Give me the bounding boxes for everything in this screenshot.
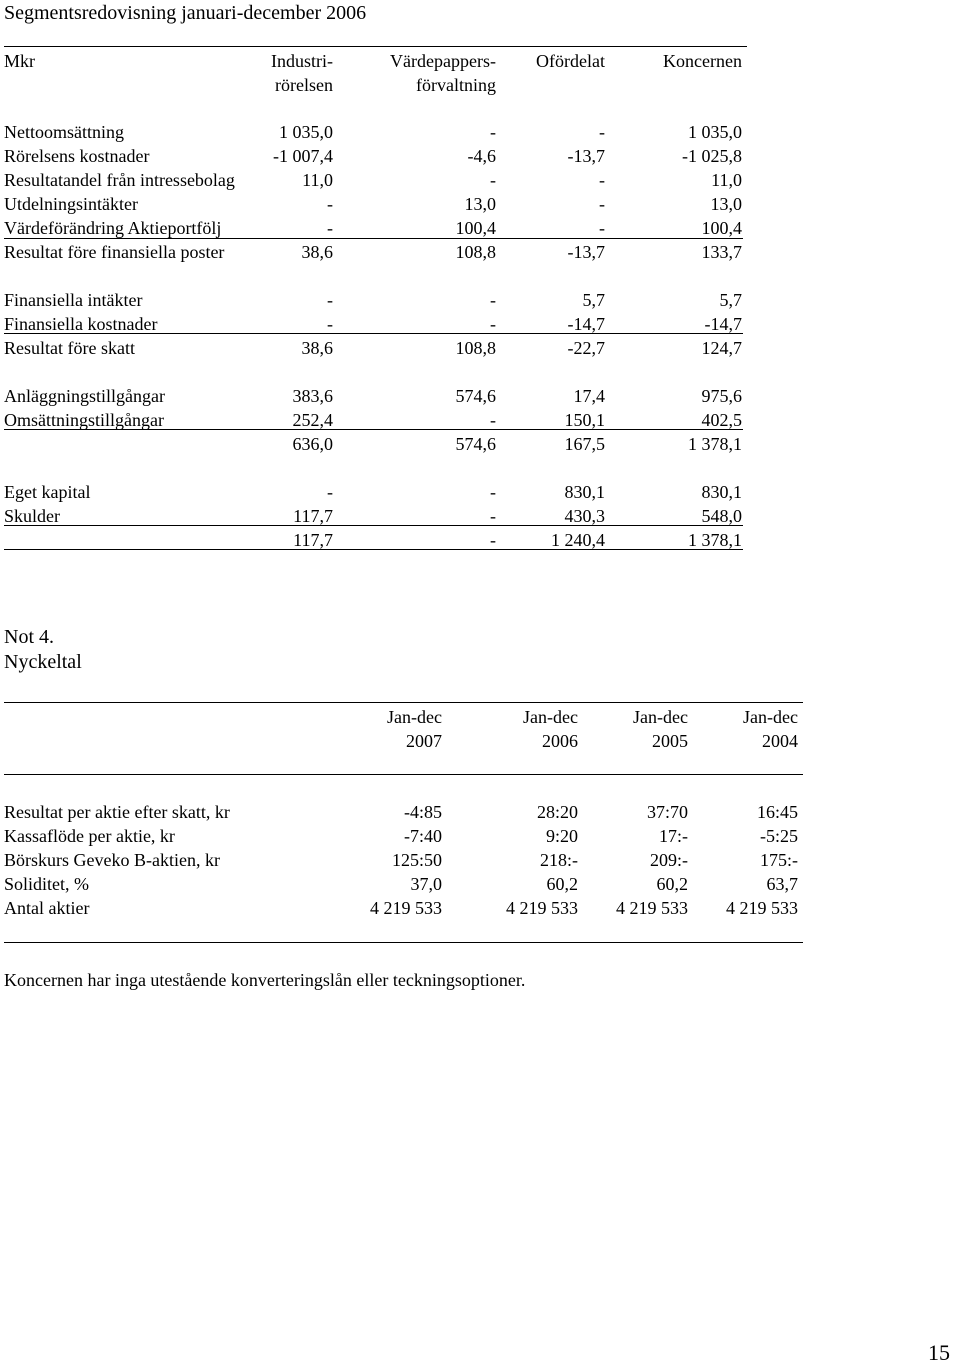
segment-cell-col-4: 124,7 [701, 338, 742, 358]
note-cell-col-1: -4:85 [404, 802, 442, 822]
segment-cell-col-1: -1 007,4 [273, 146, 333, 166]
note-cell-col-1: 4 219 533 [370, 898, 442, 918]
note-header-rule [4, 774, 803, 775]
note-col-1-line-1: Jan-dec [387, 707, 442, 727]
segment-row-label: Skulder [4, 506, 60, 526]
segment-cell-col-4: 402,5 [701, 410, 742, 430]
segment-cell-col-2: 13,0 [464, 194, 496, 214]
segment-row-label: Resultat före skatt [4, 338, 135, 358]
segment-cell-col-3: 5,7 [582, 290, 605, 310]
segment-title: Segmentsredovisning januari-december 2006 [4, 2, 367, 24]
note-cell-col-2: 218:- [540, 850, 578, 870]
segment-cell-col-3: -13,7 [567, 146, 605, 166]
segment-cell-col-3: -14,7 [567, 314, 605, 334]
note-title: Not 4. [4, 626, 54, 648]
note-row-label: Börskurs Geveko B-aktien, kr [4, 850, 220, 870]
segment-cell-col-1: 1 035,0 [279, 122, 333, 142]
note-subtitle: Nyckeltal [4, 651, 82, 673]
segment-cell-col-1: - [327, 194, 333, 214]
segment-cell-col-2: - [490, 170, 496, 190]
segment-cell-col-3: - [599, 170, 605, 190]
note-col-2-line-1: Jan-dec [523, 707, 578, 727]
segment-cell-col-2: - [490, 410, 496, 430]
segment-cell-col-3: 830,1 [564, 482, 605, 502]
segment-cell-col-4: 1 378,1 [688, 434, 742, 454]
note-cell-col-1: 125:50 [391, 850, 442, 870]
note-cell-col-3: 17:- [659, 826, 688, 846]
header-col-1-line-2: rörelsen [275, 75, 333, 95]
header-unit-label: Mkr [4, 51, 35, 71]
segment-cell-col-2: - [490, 530, 496, 550]
header-col-3-line-1: Ofördelat [536, 51, 605, 71]
segment-cell-col-1: 38,6 [301, 242, 333, 262]
segment-row-label: Finansiella kostnader [4, 314, 158, 334]
note-row-label: Soliditet, % [4, 874, 89, 894]
header-top-rule [4, 46, 747, 47]
note-footnote: Koncernen har inga utestående konverteringslån eller teckningsoptioner. [4, 970, 526, 990]
header-col-2-line-2: förvaltning [416, 75, 496, 95]
segment-cell-col-2: - [490, 122, 496, 142]
rule-bottom-segment [4, 549, 743, 550]
note-cell-col-2: 4 219 533 [506, 898, 578, 918]
segment-cell-col-2: 574,6 [455, 386, 496, 406]
note-col-3-line-2: 2005 [652, 731, 688, 751]
note-col-4-line-1: Jan-dec [743, 707, 798, 727]
note-row-label: Resultat per aktie efter skatt, kr [4, 802, 230, 822]
segment-cell-col-4: 13,0 [710, 194, 742, 214]
note-row-label: Antal aktier [4, 898, 90, 918]
note-cell-col-1: -7:40 [404, 826, 442, 846]
segment-row-label: Eget kapital [4, 482, 91, 502]
segment-row-label: Omsättningstillgångar [4, 410, 164, 430]
note-cell-col-4: 4 219 533 [726, 898, 798, 918]
segment-cell-col-3: - [599, 218, 605, 238]
segment-row-label: Resultat före finansiella poster [4, 242, 225, 262]
segment-cell-col-4: -14,7 [704, 314, 742, 334]
note-cell-col-2: 28:20 [536, 802, 578, 822]
segment-cell-col-2: 100,4 [455, 218, 496, 238]
segment-cell-col-1: - [327, 218, 333, 238]
segment-cell-col-3: 167,5 [564, 434, 605, 454]
segment-cell-col-1: - [327, 290, 333, 310]
segment-row-label: Anläggningstillgångar [4, 386, 165, 406]
header-col-4-line-1: Koncernen [663, 51, 742, 71]
segment-row-label: Resultatandel från intressebolag [4, 170, 235, 190]
note-row-label: Kassaflöde per aktie, kr [4, 826, 175, 846]
segment-cell-col-3: 1 240,4 [551, 530, 605, 550]
segment-cell-col-2: - [490, 314, 496, 334]
segment-cell-col-4: 975,6 [701, 386, 742, 406]
segment-cell-col-4: 133,7 [701, 242, 742, 262]
segment-cell-col-3: 17,4 [573, 386, 605, 406]
segment-cell-col-1: - [327, 482, 333, 502]
note-cell-col-4: 16:45 [756, 802, 798, 822]
note-cell-col-4: -5:25 [760, 826, 798, 846]
segment-cell-col-1: - [327, 314, 333, 334]
segment-cell-col-2: 108,8 [455, 242, 496, 262]
segment-cell-col-4: 11,0 [711, 170, 742, 190]
header-col-2-line-1: Värdepappers- [390, 51, 496, 71]
segment-cell-col-1: 383,6 [292, 386, 333, 406]
segment-cell-col-1: 252,4 [292, 410, 333, 430]
note-cell-col-3: 37:70 [646, 802, 688, 822]
segment-cell-col-1: 636,0 [292, 434, 333, 454]
page-number: 15 [928, 1340, 950, 1365]
note-cell-col-2: 60,2 [546, 874, 578, 894]
segment-cell-col-2: -4,6 [467, 146, 496, 166]
note-col-2-line-2: 2006 [542, 731, 578, 751]
segment-row-label: Nettoomsättning [4, 122, 124, 142]
segment-row-label: Värdeförändring Aktieportfölj [4, 218, 222, 238]
note-col-4-line-2: 2004 [762, 731, 798, 751]
note-cell-col-3: 60,2 [656, 874, 688, 894]
segment-row-label: Rörelsens kostnader [4, 146, 150, 166]
rule-before-subtotal-2 [4, 333, 743, 334]
rule-before-subtotal-4 [4, 525, 743, 526]
rule-before-subtotal-3 [4, 429, 743, 430]
segment-cell-col-4: 830,1 [701, 482, 742, 502]
segment-cell-col-4: 5,7 [719, 290, 742, 310]
segment-cell-col-3: - [599, 194, 605, 214]
note-cell-col-1: 37,0 [410, 874, 442, 894]
segment-cell-col-2: - [490, 482, 496, 502]
note-bottom-rule [4, 942, 803, 943]
segment-cell-col-4: 100,4 [701, 218, 742, 238]
segment-cell-col-1: 117,7 [293, 506, 333, 526]
segment-cell-col-3: - [599, 122, 605, 142]
note-col-1-line-2: 2007 [406, 731, 442, 751]
segment-cell-col-4: 1 035,0 [688, 122, 742, 142]
segment-row-label: Utdelningsintäkter [4, 194, 138, 214]
segment-cell-col-1: 11,0 [302, 170, 333, 190]
segment-cell-col-4: 548,0 [701, 506, 742, 526]
note-cell-col-3: 4 219 533 [616, 898, 688, 918]
segment-cell-col-2: - [490, 506, 496, 526]
segment-cell-col-1: 38,6 [301, 338, 333, 358]
note-top-rule [4, 702, 803, 703]
note-cell-col-2: 9:20 [545, 826, 578, 846]
note-cell-col-3: 209:- [650, 850, 688, 870]
segment-cell-col-2: 108,8 [455, 338, 496, 358]
note-cell-col-4: 175:- [760, 850, 798, 870]
segment-cell-col-3: -13,7 [567, 242, 605, 262]
segment-cell-col-3: 150,1 [564, 410, 605, 430]
segment-cell-col-3: 430,3 [564, 506, 605, 526]
note-col-3-line-1: Jan-dec [633, 707, 688, 727]
rule-before-subtotal-1 [4, 238, 743, 239]
segment-cell-col-1: 117,7 [293, 530, 333, 550]
segment-cell-col-2: - [490, 290, 496, 310]
note-cell-col-4: 63,7 [766, 874, 798, 894]
segment-cell-col-4: -1 025,8 [682, 146, 742, 166]
segment-row-label: Finansiella intäkter [4, 290, 143, 310]
segment-cell-col-4: 1 378,1 [688, 530, 742, 550]
segment-cell-col-3: -22,7 [567, 338, 605, 358]
header-col-1-line-1: Industri- [271, 51, 333, 71]
segment-cell-col-2: 574,6 [455, 434, 496, 454]
